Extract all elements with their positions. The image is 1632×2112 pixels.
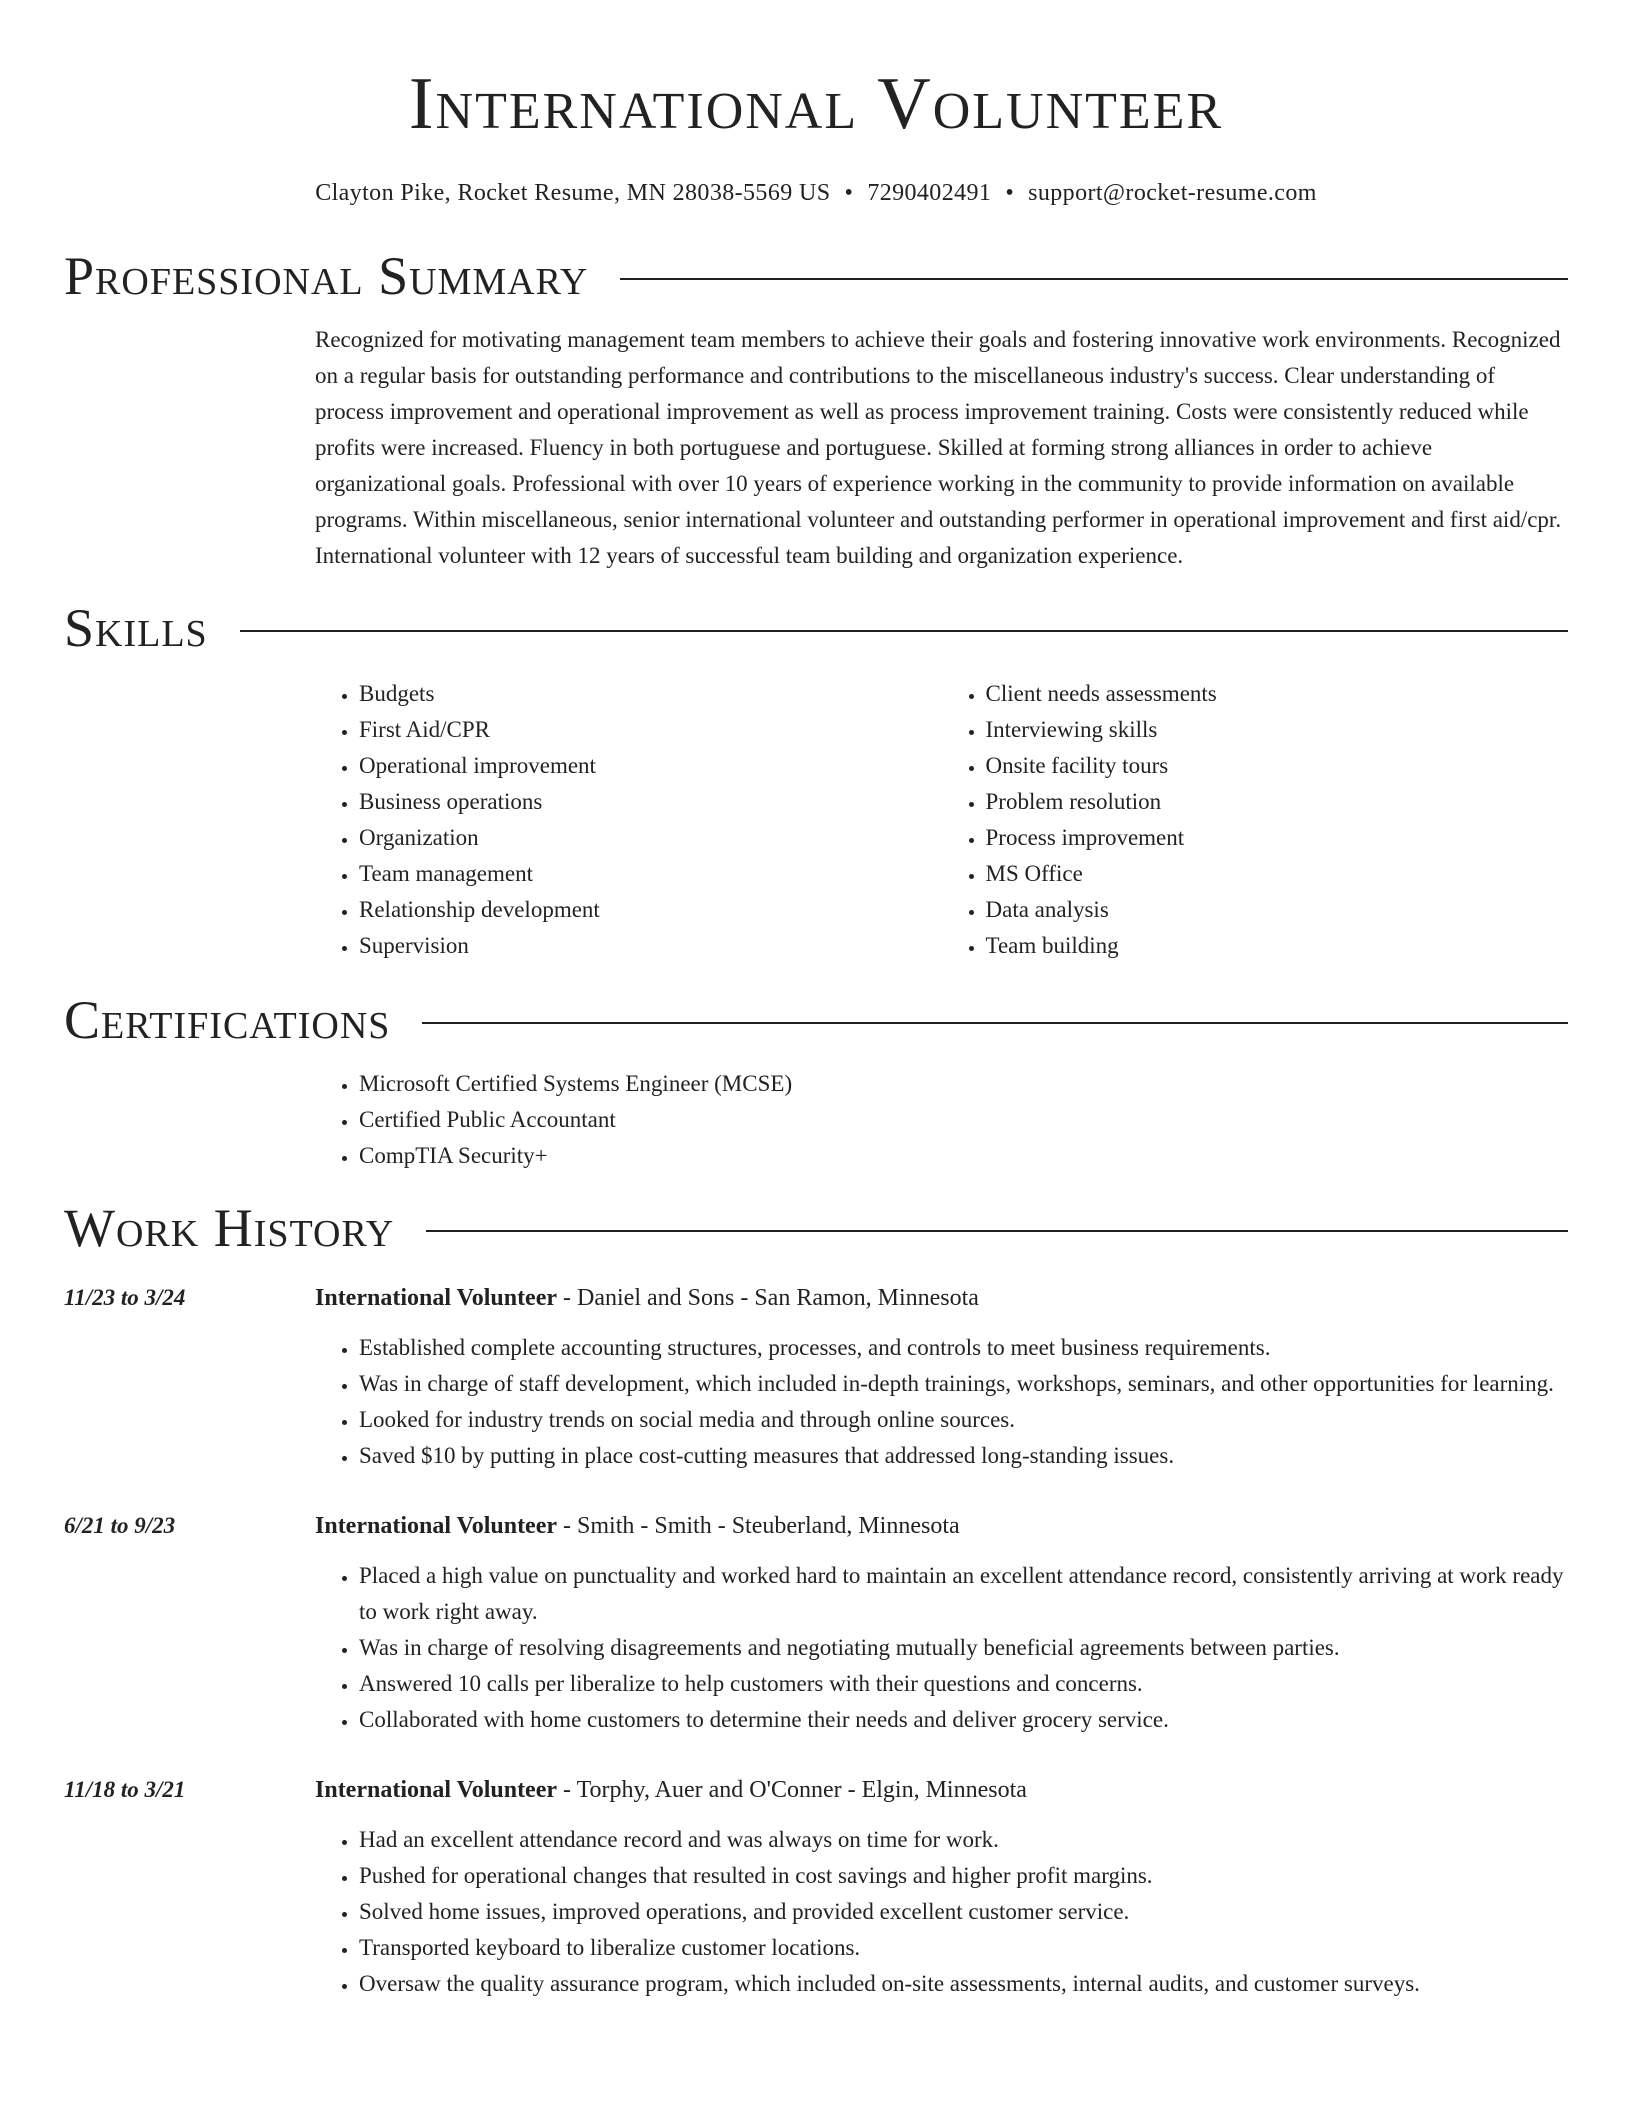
job-bullet: • Saved $10 by putting in place cost-cutting measures that addressed long-standing issues.	[359, 1438, 1568, 1474]
certification-item: • CompTIA Security+	[359, 1138, 1568, 1174]
section-title-work-history: Work History	[64, 1198, 395, 1258]
skills-grid	[315, 660, 1568, 964]
skill-item: • Process improvement	[986, 820, 1569, 856]
skill-item: • Operational improvement	[359, 748, 942, 784]
job-entry	[64, 1508, 1568, 1738]
summary-body	[315, 308, 1568, 574]
skills-section	[64, 596, 1568, 964]
job-bullet: • Had an excellent attendance record and was always on time for work.	[359, 1822, 1568, 1858]
job-bullet: • Placed a high value on punctuality and worked hard to maintain an excellent attendance record, consistently arriving at work ready to work right away.	[359, 1558, 1568, 1630]
job-bullet: • Answered 10 calls per liberalize to help customers with their questions and concerns.	[359, 1666, 1568, 1702]
skill-item: • Team building	[986, 928, 1569, 964]
job-title-line	[315, 1280, 1568, 1316]
job-bullet: • Pushed for operational changes that resulted in cost savings and higher profit margins.	[359, 1858, 1568, 1894]
job-dates: 11/18 to 3/21	[64, 1777, 186, 1802]
job-dates: 11/23 to 3/24	[64, 1285, 186, 1310]
skill-item: • Team management	[359, 856, 942, 892]
candidate-name: International Volunteer	[408, 63, 1224, 145]
job-bullet: • Was in charge of resolving disagreements and negotiating mutually beneficial agreements between parties.	[359, 1630, 1568, 1666]
job-employer: - Smith - Smith - Steuberland, Minnesota	[557, 1513, 960, 1539]
job-title-line	[315, 1772, 1568, 1808]
contact-address: Clayton Pike, Rocket Resume, MN 28038-5569 US	[315, 180, 831, 206]
section-header	[64, 244, 1568, 308]
contact-separator: •	[844, 180, 854, 206]
job-employer: - Torphy, Auer and O'Conner - Elgin, Minnesota	[557, 1777, 1027, 1803]
skills-list-right	[942, 676, 1569, 964]
certification-item: • Microsoft Certified Systems Engineer (MCSE)	[359, 1066, 1568, 1102]
section-header	[64, 1196, 1568, 1260]
job-bullet: • Collaborated with home customers to determine their needs and deliver grocery service.	[359, 1702, 1568, 1738]
job-bullet: • Oversaw the quality assurance program, which included on-site assessments, internal audits, and customer surveys.	[359, 1966, 1568, 2002]
job-bullets	[315, 1808, 1568, 2002]
job-title-line	[315, 1508, 1568, 1544]
job-bullet: • Solved home issues, improved operations, and provided excellent customer service.	[359, 1894, 1568, 1930]
skill-item: • Organization	[359, 820, 942, 856]
section-divider	[240, 630, 1568, 632]
job-bullet: • Looked for industry trends on social media and through online sources.	[359, 1402, 1568, 1438]
job-role: International Volunteer	[315, 1285, 558, 1311]
skills-list-left	[315, 676, 942, 964]
job-entry	[64, 1772, 1568, 2002]
skill-item: • Data analysis	[986, 892, 1569, 928]
contact-line	[0, 178, 1632, 208]
skill-item: • First Aid/CPR	[359, 712, 942, 748]
section-title-skills: Skills	[64, 598, 208, 658]
resume-header	[0, 0, 1632, 208]
certification-item: • Certified Public Accountant	[359, 1102, 1568, 1138]
job-bullets	[315, 1316, 1568, 1474]
skill-item: • Budgets	[359, 676, 942, 712]
section-header	[64, 596, 1568, 660]
section-title-summary: Professional Summary	[64, 246, 589, 306]
summary-text: Recognized for motivating management team members to achieve their goals and fostering innovative work environments. Recognized on a regular basis for outstanding performance and contributions to the miscellaneous industry's success. Clear understanding of process improvement and operational improvement as well as process improvement training. Costs were consistently reduced while profits were increased. Fluency in both portuguese and portuguese. Skilled at forming strong alliances in order to achieve organizational goals. Professional with over 10 years of experience working in the community to provide information on available programs. Within miscellaneous, senior international volunteer and outstanding performer in operational improvement and first aid/cpr. International volunteer with 12 years of successful team building and organization experience.	[315, 327, 1562, 568]
certifications-body	[315, 1052, 1568, 1174]
contact-email: support@rocket-resume.com	[1028, 180, 1317, 206]
certifications-section	[64, 988, 1568, 1174]
contact-phone: 7290402491	[867, 180, 992, 206]
skill-item: • Supervision	[359, 928, 942, 964]
job-bullet: • Transported keyboard to liberalize customer locations.	[359, 1930, 1568, 1966]
job-bullets	[315, 1544, 1568, 1738]
job-employer: - Daniel and Sons - San Ramon, Minnesota	[557, 1285, 979, 1311]
section-header	[64, 988, 1568, 1052]
skill-item: • Onsite facility tours	[986, 748, 1569, 784]
job-bullet: • Established complete accounting structures, processes, and controls to meet business requirements.	[359, 1330, 1568, 1366]
skill-item: • Relationship development	[359, 892, 942, 928]
skill-item: • Interviewing skills	[986, 712, 1569, 748]
job-dates: 6/21 to 9/23	[64, 1513, 176, 1538]
contact-separator: •	[1005, 180, 1015, 206]
job-role: International Volunteer	[315, 1513, 558, 1539]
skill-item: • Client needs assessments	[986, 676, 1569, 712]
section-divider	[422, 1022, 1568, 1024]
certifications-list	[315, 1066, 1568, 1174]
skill-item: • Business operations	[359, 784, 942, 820]
section-divider	[620, 278, 1568, 280]
skill-item: • Problem resolution	[986, 784, 1569, 820]
summary-section	[64, 244, 1568, 574]
skill-item: • MS Office	[986, 856, 1569, 892]
job-entry	[64, 1280, 1568, 1474]
section-title-certifications: Certifications	[64, 990, 391, 1050]
section-divider	[426, 1230, 1568, 1232]
work-history-section	[64, 1196, 1568, 1260]
job-role: International Volunteer	[315, 1777, 558, 1803]
job-bullet: • Was in charge of staff development, which included in-depth trainings, workshops, seminars, and other opportunities for learning.	[359, 1366, 1568, 1402]
